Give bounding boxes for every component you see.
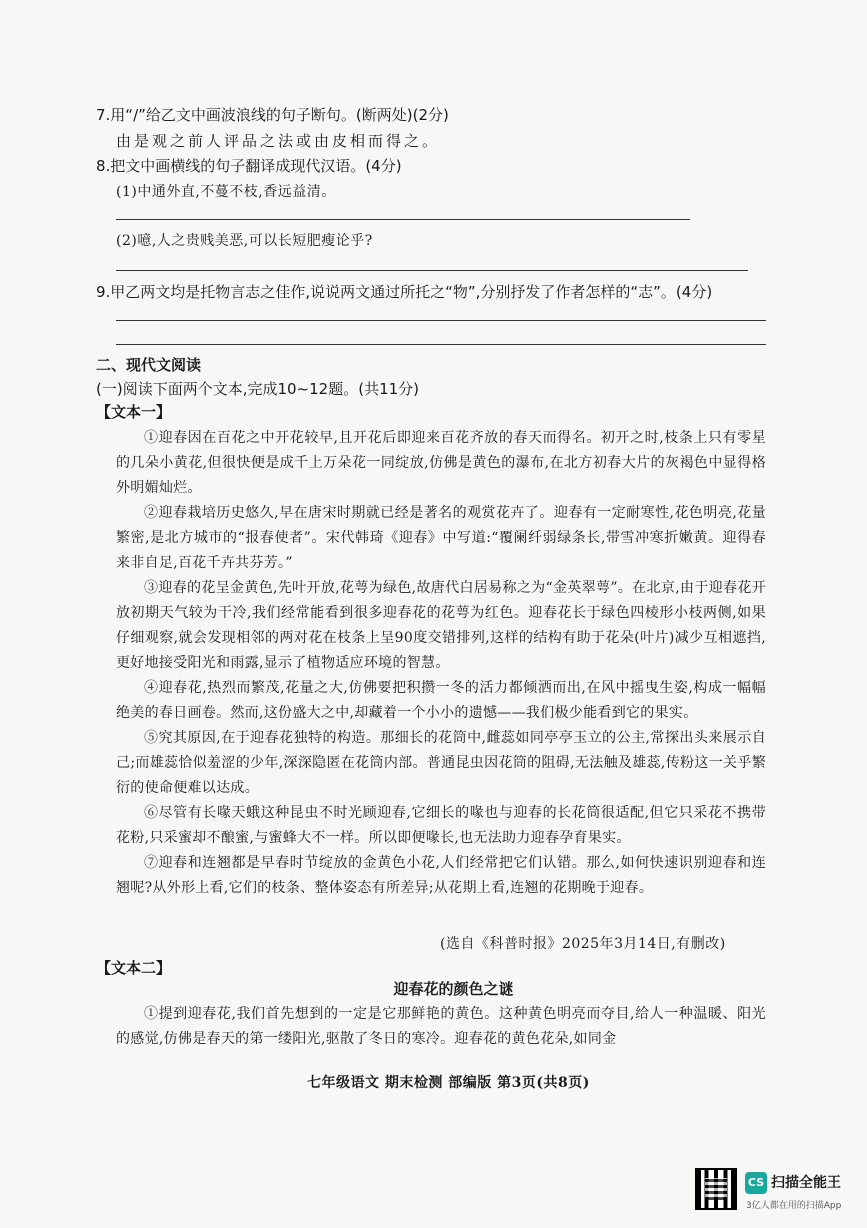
text1-para-6: ⑥尽管有长喙天蛾这种昆虫不时光顾迎春,它细长的喙也与迎春的长花筒很适配,但它只采花不携带花粉,只采蜜却不酿蜜,与蜜蜂大不一样。所以即便喙长,也无法助力迎春孕育果实。 bbox=[116, 805, 766, 846]
text1-para-1: ①迎春因在百花之中开花较早,且开花后即迎来百花齐放的春天而得名。初开之时,枝条上只有零星的几朵小黄花,但很快便是成千上万朵花一同绽放,仿佛是黄色的瀑布,在北方初春大片的灰褐色中显得格外明媚灿烂。 bbox=[116, 430, 766, 496]
text1-label: 【文本一】 bbox=[96, 403, 172, 421]
camscanner-logo: CS bbox=[745, 1172, 767, 1194]
answer-line-1 bbox=[116, 219, 690, 220]
qr-code-icon bbox=[695, 1168, 737, 1210]
q7-sentence: 由是观之前人评品之法或由皮相而得之。 bbox=[116, 132, 441, 150]
q7-title: 7.用“/”给乙文中画波浪线的句子断句。(断两处)(2分) bbox=[96, 106, 449, 124]
answer-line-4 bbox=[116, 344, 766, 345]
text1-body bbox=[116, 426, 766, 901]
q8-item2: (2)噫,人之贵贱美恶,可以长短肥瘦论乎? bbox=[116, 233, 373, 249]
page-footer: 七年级语文 期末检测 部编版 第3页(共8页) bbox=[307, 1075, 590, 1091]
text1-para-3: ③迎春的花呈金黄色,先叶开放,花萼为绿色,故唐代白居易称之为“金英翠萼”。在北京,由于迎春花开放初期天气较为干冷,我们经常能看到很多迎春花的花萼为红色。迎春花长于绿色四棱形小枝两侧,如果仔细观察,就会发现相邻的两对花在枝条上呈90度交错排列,这样的结构有助于花朵(叶片)减少互相遮挡,更好地接受阳光和雨露,显示了植物适应环境的智慧。 bbox=[116, 580, 766, 671]
watermark-brand: 扫描全能王 bbox=[771, 1175, 841, 1191]
text1-para-7: ⑦迎春和连翘都是早春时节绽放的金黄色小花,人们经常把它们认错。那么,如何快速识别迎春和连翘呢?从外形上看,它们的枝条、整体姿态有所差异;从花期上看,连翘的花期晚于迎春。 bbox=[116, 855, 766, 896]
text2-para-1: ①提到迎春花,我们首先想到的一定是它那鲜艳的黄色。这种黄色明亮而夺目,给人一种温暖、阳光的感觉,仿佛是春天的第一缕阳光,驱散了冬日的寒冷。迎春花的黄色花朵,如同金 bbox=[116, 1006, 766, 1047]
watermark-tagline: 3亿人都在用的扫描App bbox=[746, 1201, 842, 1211]
text1-para-2: ②迎春栽培历史悠久,早在唐宋时期就已经是著名的观赏花卉了。迎春有一定耐寒性,花色明亮,花量繁密,是北方城市的“报春使者”。宋代韩琦《迎春》中写道:“覆阑纤弱绿条长,带雪冲寒折嫩黄。迎得春来非自足,百花千卉共芬芳。” bbox=[116, 505, 766, 571]
text2-label: 【文本二】 bbox=[96, 959, 172, 977]
text1-para-4: ④迎春花,热烈而繁茂,花量之大,仿佛要把积攒一冬的活力都倾洒而出,在风中摇曳生姿,构成一幅幅绝美的春日画卷。然而,这份盛大之中,却藏着一个小小的遗憾——我们极少能看到它的果实。 bbox=[116, 680, 766, 721]
section-title: 二、现代文阅读 bbox=[96, 356, 202, 374]
text1-source: (选自《科普时报》2025年3月14日,有删改) bbox=[440, 936, 726, 952]
answer-line-2 bbox=[116, 270, 748, 271]
q8-title: 8.把文中画横线的句子翻译成现代汉语。(4分) bbox=[96, 157, 402, 175]
q9-title: 9.甲乙两文均是托物言志之佳作,说说两文通过所托之“物”,分别抒发了作者怎样的“志”。(4分) bbox=[96, 283, 713, 301]
text1-para-5: ⑤究其原因,在于迎春花独特的构造。那细长的花筒中,雌蕊如同亭亭玉立的公主,常探出头来展示自己;而雄蕊恰似羞涩的少年,深深隐匿在花筒内部。普通昆虫因花筒的阻碍,无法触及雄蕊,传粉这一关乎繁衍的使命便难以达成。 bbox=[116, 730, 766, 796]
section-sub: (一)阅读下面两个文本,完成10~12题。(共11分) bbox=[96, 380, 420, 398]
q8-item1: (1)中通外直,不蔓不枝,香远益清。 bbox=[116, 184, 336, 200]
text2-title: 迎春花的颜色之谜 bbox=[393, 980, 514, 998]
text2-body bbox=[116, 1002, 766, 1052]
answer-line-3 bbox=[116, 320, 766, 321]
